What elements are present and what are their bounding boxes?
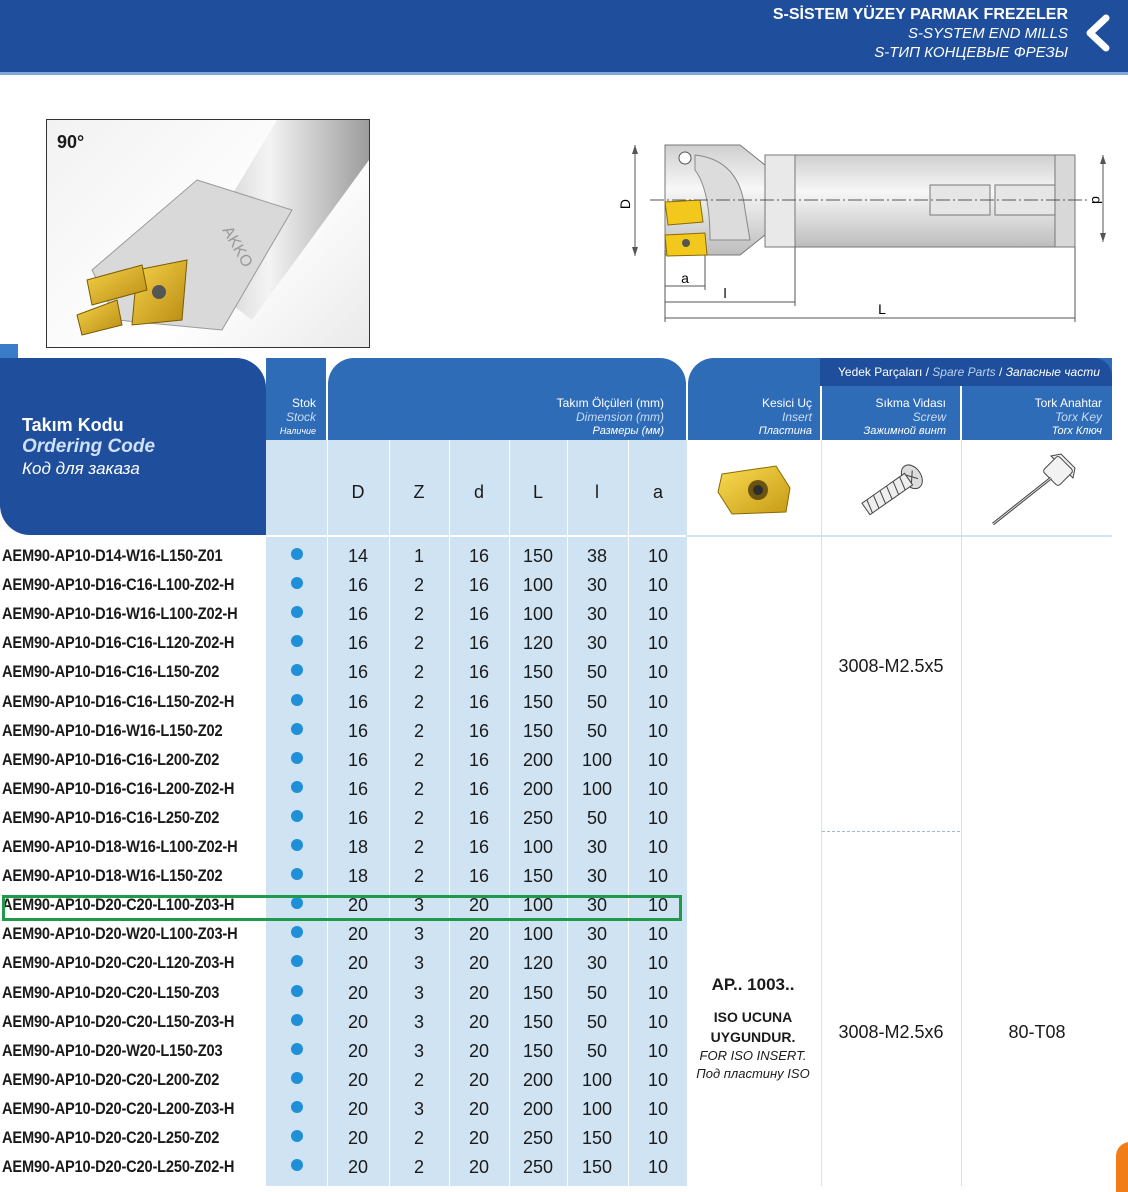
ordering-code: AEM90-AP10-D16-C16-L150-Z02 xyxy=(2,662,220,682)
cell-D: 16 xyxy=(347,662,369,683)
insert-line4: Под пластину ISO xyxy=(696,1066,810,1081)
table-row xyxy=(0,804,686,833)
cell-D: 20 xyxy=(347,895,369,916)
cell-L: 250 xyxy=(522,1128,554,1148)
col-header-l: l xyxy=(595,482,599,502)
title-tr: S-SİSTEM YÜZEY PARMAK FREZELER xyxy=(772,6,1068,23)
table-row xyxy=(0,746,686,775)
cell-Z: 3 xyxy=(413,895,424,916)
ordering-code: AEM90-AP10-D16-C16-L200-Z02-H xyxy=(2,778,235,798)
cell-D: 20 xyxy=(347,1069,369,1090)
insert-header-tr: Kesici Uç xyxy=(761,396,812,410)
stock-dot-icon xyxy=(291,606,303,618)
cell-Z: 3 xyxy=(413,982,424,1003)
table-row xyxy=(0,1008,686,1037)
cell-a: 10 xyxy=(647,662,669,683)
cell-L: 200 xyxy=(522,1098,554,1119)
cell-a: 10 xyxy=(647,778,669,799)
cell-Z: 2 xyxy=(413,778,424,799)
cell-L: 250 xyxy=(522,807,554,828)
cell-D: 20 xyxy=(347,1157,369,1178)
cell-Z: 1 xyxy=(413,546,424,566)
page-tab xyxy=(1116,1142,1128,1192)
cell-a: 10 xyxy=(647,924,669,945)
table-row xyxy=(0,949,686,978)
stock-header-en: Stock xyxy=(285,410,316,424)
cell-L: 100 xyxy=(522,604,554,625)
cell-D: 16 xyxy=(347,633,369,654)
spare-header-en: Spare Parts xyxy=(932,365,996,379)
ordering-code: AEM90-AP10-D14-W16-L150-Z01 xyxy=(2,546,223,565)
code-header-tr: Takım Kodu xyxy=(22,415,124,435)
cell-a: 10 xyxy=(647,807,669,828)
cell-D: 16 xyxy=(347,575,369,596)
end-mill-photo-icon xyxy=(47,120,369,347)
cell-l: 30 xyxy=(586,575,608,596)
cell-a: 10 xyxy=(647,1128,669,1148)
cell-Z: 2 xyxy=(413,866,424,887)
cell-L: 100 xyxy=(522,895,554,916)
spare-header-sep: / xyxy=(922,365,933,379)
stock-dot-icon xyxy=(291,694,303,706)
key-header-en: Torx Key xyxy=(1055,410,1102,424)
col-header-L: L xyxy=(532,482,543,502)
stock-dot-icon xyxy=(291,548,303,560)
cell-D: 20 xyxy=(347,1011,369,1032)
table-row xyxy=(0,862,686,891)
ordering-code: AEM90-AP10-D20-C20-L100-Z03-H xyxy=(2,895,235,915)
cell-a: 10 xyxy=(647,1069,669,1090)
cell-a: 10 xyxy=(647,749,669,770)
cell-l: 50 xyxy=(586,691,608,712)
cell-a: 10 xyxy=(647,575,669,596)
col-header-d: d xyxy=(473,482,484,502)
cell-L: 200 xyxy=(522,749,554,770)
ordering-code: AEM90-AP10-D20-C20-L250-Z02-H xyxy=(2,1157,235,1177)
cell-D: 20 xyxy=(347,953,369,974)
stock-dot-icon xyxy=(291,810,303,822)
cell-d: 16 xyxy=(468,837,490,857)
cell-d: 20 xyxy=(468,1011,490,1032)
table-row xyxy=(0,629,686,658)
cell-l: 50 xyxy=(586,807,608,828)
cell-Z: 3 xyxy=(413,953,424,974)
ordering-code: AEM90-AP10-D20-W20-L100-Z03-H xyxy=(2,924,238,944)
table-row xyxy=(0,1095,686,1124)
cell-d: 16 xyxy=(468,749,490,770)
cell-Z: 3 xyxy=(413,924,424,945)
stock-dot-icon xyxy=(291,985,303,997)
cell-Z: 2 xyxy=(413,837,424,857)
cell-d: 16 xyxy=(468,720,490,741)
cell-D: 16 xyxy=(347,720,369,741)
ordering-code-title xyxy=(22,414,155,480)
insert-info xyxy=(688,975,818,1083)
cell-d: 16 xyxy=(468,662,490,683)
cell-Z: 2 xyxy=(413,662,424,683)
cell-L: 150 xyxy=(522,1040,554,1061)
cell-D: 18 xyxy=(347,866,369,887)
cell-Z: 2 xyxy=(413,749,424,770)
screw-header-ru: Зажимной винт xyxy=(863,425,946,437)
cell-l: 50 xyxy=(586,720,608,741)
cell-L: 120 xyxy=(522,953,554,974)
cell-L: 150 xyxy=(522,691,554,712)
insert-header xyxy=(688,358,820,440)
cell-L: 150 xyxy=(522,720,554,741)
spare-header-ru: Запасные части xyxy=(1005,365,1100,379)
stock-header xyxy=(266,358,326,440)
table-row xyxy=(0,833,686,862)
cell-Z: 2 xyxy=(413,691,424,712)
ordering-code: AEM90-AP10-D16-C16-L150-Z02-H xyxy=(2,691,235,711)
cell-D: 16 xyxy=(347,604,369,625)
cell-a: 10 xyxy=(647,720,669,741)
ordering-code: AEM90-AP10-D20-C20-L200-Z02 xyxy=(2,1069,220,1089)
ordering-code: AEM90-AP10-D20-W20-L150-Z03 xyxy=(2,1040,223,1060)
ordering-code: AEM90-AP10-D16-C16-L250-Z02 xyxy=(2,807,220,827)
brand-text: AKKO xyxy=(218,223,256,271)
table-row xyxy=(0,775,686,804)
stock-dot-icon xyxy=(291,1043,303,1055)
cell-D: 18 xyxy=(347,837,369,857)
ordering-code: AEM90-AP10-D20-C20-L150-Z03 xyxy=(2,982,220,1002)
ordering-code: AEM90-AP10-D20-C20-L200-Z03-H xyxy=(2,1098,235,1118)
insert-code: AP.. 1003.. xyxy=(711,975,795,994)
cell-L: 150 xyxy=(522,546,554,566)
insert-line2: UYGUNDUR. xyxy=(710,1029,796,1045)
key-header-ru: Torx Ключ xyxy=(1051,425,1102,437)
cell-Z: 2 xyxy=(413,575,424,596)
cell-l: 100 xyxy=(581,1069,613,1090)
cell-d: 16 xyxy=(468,866,490,887)
screw-divider xyxy=(822,831,960,832)
stock-dot-icon xyxy=(291,955,303,967)
cell-d: 20 xyxy=(468,1069,490,1090)
chevron-left-icon[interactable] xyxy=(1078,12,1120,54)
cell-l: 150 xyxy=(581,1157,613,1178)
cell-Z: 3 xyxy=(413,1011,424,1032)
product-photo xyxy=(46,119,370,348)
screw-value-2: 3008-M2.5x6 xyxy=(838,1022,944,1042)
cell-d: 20 xyxy=(468,1157,490,1178)
header-title xyxy=(773,5,1068,62)
table-row xyxy=(0,1066,686,1095)
ordering-code: AEM90-AP10-D16-W16-L100-Z02-H xyxy=(2,604,238,624)
stock-header-tr: Stok xyxy=(291,396,316,410)
code-header-ru: Код для заказа xyxy=(22,459,140,478)
ordering-code: AEM90-AP10-D20-C20-L250-Z02 xyxy=(2,1128,220,1147)
col-header-Z: Z xyxy=(413,482,425,502)
cell-D: 16 xyxy=(347,691,369,712)
screw-header-tr: Sıkma Vidası xyxy=(875,396,946,410)
cell-a: 10 xyxy=(647,1157,669,1178)
cell-L: 150 xyxy=(522,662,554,683)
cell-a: 10 xyxy=(647,895,669,916)
cell-L: 120 xyxy=(522,633,554,654)
stock-dot-icon xyxy=(291,839,303,851)
cell-Z: 2 xyxy=(413,807,424,828)
ordering-code: AEM90-AP10-D20-C20-L120-Z03-H xyxy=(2,953,235,973)
insert-line1: ISO UCUNA xyxy=(713,1009,793,1025)
cell-L: 200 xyxy=(522,778,554,799)
cell-l: 50 xyxy=(586,662,608,683)
key-header-tr: Tork Anahtar xyxy=(1034,396,1102,410)
cell-l: 50 xyxy=(586,982,608,1003)
cell-D: 20 xyxy=(347,1128,369,1148)
col-header-a: a xyxy=(652,482,663,502)
cell-D: 14 xyxy=(347,546,369,566)
cell-l: 30 xyxy=(586,866,608,887)
insert-icon xyxy=(716,462,796,518)
cell-d: 20 xyxy=(468,1040,490,1061)
cell-l: 100 xyxy=(581,1098,613,1119)
cell-D: 16 xyxy=(347,749,369,770)
cell-L: 250 xyxy=(522,1157,554,1178)
cell-d: 16 xyxy=(468,546,490,566)
screw-column xyxy=(821,440,962,1186)
col-header-D: D xyxy=(351,482,365,502)
cell-Z: 2 xyxy=(413,1157,424,1178)
cell-a: 10 xyxy=(647,691,669,712)
cell-a: 10 xyxy=(647,633,669,654)
cell-a: 10 xyxy=(647,1040,669,1061)
cell-L: 150 xyxy=(522,866,554,887)
cell-a: 10 xyxy=(647,982,669,1003)
cell-a: 10 xyxy=(647,866,669,887)
header-divider-line xyxy=(686,535,1112,537)
cell-D: 20 xyxy=(347,1098,369,1119)
ordering-code: AEM90-AP10-D16-C16-L120-Z02-H xyxy=(2,633,235,653)
stock-dot-icon xyxy=(291,752,303,764)
stock-dot-icon xyxy=(291,868,303,880)
cell-d: 16 xyxy=(468,691,490,712)
cell-a: 10 xyxy=(647,546,669,566)
stock-dot-icon xyxy=(291,781,303,793)
stock-dot-icon xyxy=(291,1101,303,1113)
cell-D: 20 xyxy=(347,924,369,945)
table-row xyxy=(0,920,686,949)
cell-d: 16 xyxy=(468,778,490,799)
table-row xyxy=(0,717,686,746)
cell-l: 30 xyxy=(586,837,608,857)
label-D: D xyxy=(617,198,633,210)
cell-L: 200 xyxy=(522,1069,554,1090)
cell-l: 50 xyxy=(586,1040,608,1061)
screw-icon xyxy=(848,455,938,525)
cell-Z: 3 xyxy=(413,1040,424,1061)
cell-l: 150 xyxy=(581,1128,613,1148)
technical-drawing xyxy=(610,130,1110,330)
cell-l: 50 xyxy=(586,1011,608,1032)
cell-L: 150 xyxy=(522,1011,554,1032)
code-header-en: Ordering Code xyxy=(22,436,156,457)
cell-L: 150 xyxy=(522,982,554,1003)
ordering-code: AEM90-AP10-D16-W16-L150-Z02 xyxy=(2,720,223,740)
table-row xyxy=(0,688,686,717)
dimension-header xyxy=(328,358,686,440)
ordering-code: AEM90-AP10-D18-W16-L100-Z02-H xyxy=(2,837,238,856)
table-row xyxy=(0,542,686,571)
cell-d: 16 xyxy=(468,604,490,625)
table-row xyxy=(0,1124,686,1153)
insert-header-ru: Пластина xyxy=(758,425,812,437)
cell-d: 20 xyxy=(468,1128,490,1148)
table-row xyxy=(0,571,686,600)
cell-d: 16 xyxy=(468,575,490,596)
ordering-code: AEM90-AP10-D16-C16-L200-Z02 xyxy=(2,749,220,769)
stock-dot-icon xyxy=(291,1014,303,1026)
torx-key-value: 80-T08 xyxy=(1008,1022,1066,1042)
table-row xyxy=(0,600,686,629)
cell-a: 10 xyxy=(647,837,669,857)
label-a: a xyxy=(681,270,689,286)
dim-header-en: Dimension (mm) xyxy=(575,410,664,424)
cell-D: 16 xyxy=(347,807,369,828)
highlighted-row-frame xyxy=(2,895,682,921)
cell-l: 38 xyxy=(586,546,608,566)
stock-dot-icon xyxy=(291,1159,303,1171)
cell-L: 100 xyxy=(522,924,554,945)
cell-d: 16 xyxy=(468,633,490,654)
cell-l: 30 xyxy=(586,633,608,654)
table-row xyxy=(0,1037,686,1066)
spare-parts-header xyxy=(820,358,1112,386)
cell-d: 20 xyxy=(468,982,490,1003)
torx-key-icon xyxy=(985,450,1085,530)
insert-line3: FOR ISO INSERT. xyxy=(699,1048,807,1063)
stock-dot-icon xyxy=(291,1072,303,1084)
dim-header-ru: Размеры (мм) xyxy=(592,425,664,437)
header-divider xyxy=(0,72,1128,75)
title-en: S-SYSTEM END MILLS xyxy=(907,25,1068,42)
cell-a: 10 xyxy=(647,953,669,974)
spare-header-tr: Yedek Parçaları xyxy=(838,365,923,379)
label-L: L xyxy=(878,301,886,317)
cell-Z: 2 xyxy=(413,1128,424,1148)
cell-l: 30 xyxy=(586,924,608,945)
cell-D: 20 xyxy=(347,1040,369,1061)
stock-dot-icon xyxy=(291,723,303,735)
cell-d: 20 xyxy=(468,953,490,974)
ordering-code: AEM90-AP10-D20-C20-L150-Z03-H xyxy=(2,1011,235,1031)
cell-Z: 2 xyxy=(413,1069,424,1090)
cell-l: 30 xyxy=(586,604,608,625)
cell-D: 20 xyxy=(347,982,369,1003)
cell-l: 100 xyxy=(581,749,613,770)
label-d: d xyxy=(1089,196,1105,204)
cell-l: 100 xyxy=(581,778,613,799)
cell-Z: 3 xyxy=(413,1098,424,1119)
cell-d: 20 xyxy=(468,895,490,916)
cell-d: 20 xyxy=(468,1098,490,1119)
cell-Z: 2 xyxy=(413,604,424,625)
cell-a: 10 xyxy=(647,604,669,625)
label-l: l xyxy=(723,285,727,301)
cell-d: 20 xyxy=(468,924,490,945)
table-row xyxy=(0,1153,686,1182)
table-row xyxy=(0,979,686,1008)
cell-Z: 2 xyxy=(413,633,424,654)
stock-dot-icon xyxy=(291,926,303,938)
screw-value-1: 3008-M2.5x5 xyxy=(838,656,944,676)
cell-Z: 2 xyxy=(413,720,424,741)
screw-header-en: Screw xyxy=(912,410,946,424)
angle-label: 90° xyxy=(57,132,85,152)
ordering-code: AEM90-AP10-D18-W16-L150-Z02 xyxy=(2,866,223,886)
cell-D: 16 xyxy=(347,778,369,799)
stock-dot-icon xyxy=(291,664,303,676)
stock-dot-icon xyxy=(291,635,303,647)
stock-dot-icon xyxy=(291,577,303,589)
cell-d: 16 xyxy=(468,807,490,828)
cell-l: 30 xyxy=(586,953,608,974)
cell-L: 100 xyxy=(522,837,554,857)
cell-a: 10 xyxy=(647,1098,669,1119)
title-ru: S-ТИП КОНЦЕВЫЕ ФРЕЗЫ xyxy=(874,44,1068,61)
dim-header-tr: Takım Ölçüleri (mm) xyxy=(556,396,664,410)
cell-a: 10 xyxy=(647,1011,669,1032)
stock-header-ru: Наличие xyxy=(279,426,316,436)
table-row xyxy=(0,658,686,687)
key-column xyxy=(961,440,1113,1186)
insert-header-en: Insert xyxy=(781,410,812,424)
cell-l: 30 xyxy=(586,895,608,916)
ordering-code: AEM90-AP10-D16-C16-L100-Z02-H xyxy=(2,575,235,595)
stock-dot-icon xyxy=(291,1130,303,1142)
cell-L: 100 xyxy=(522,575,554,596)
spare-header-sep: / xyxy=(995,365,1006,379)
